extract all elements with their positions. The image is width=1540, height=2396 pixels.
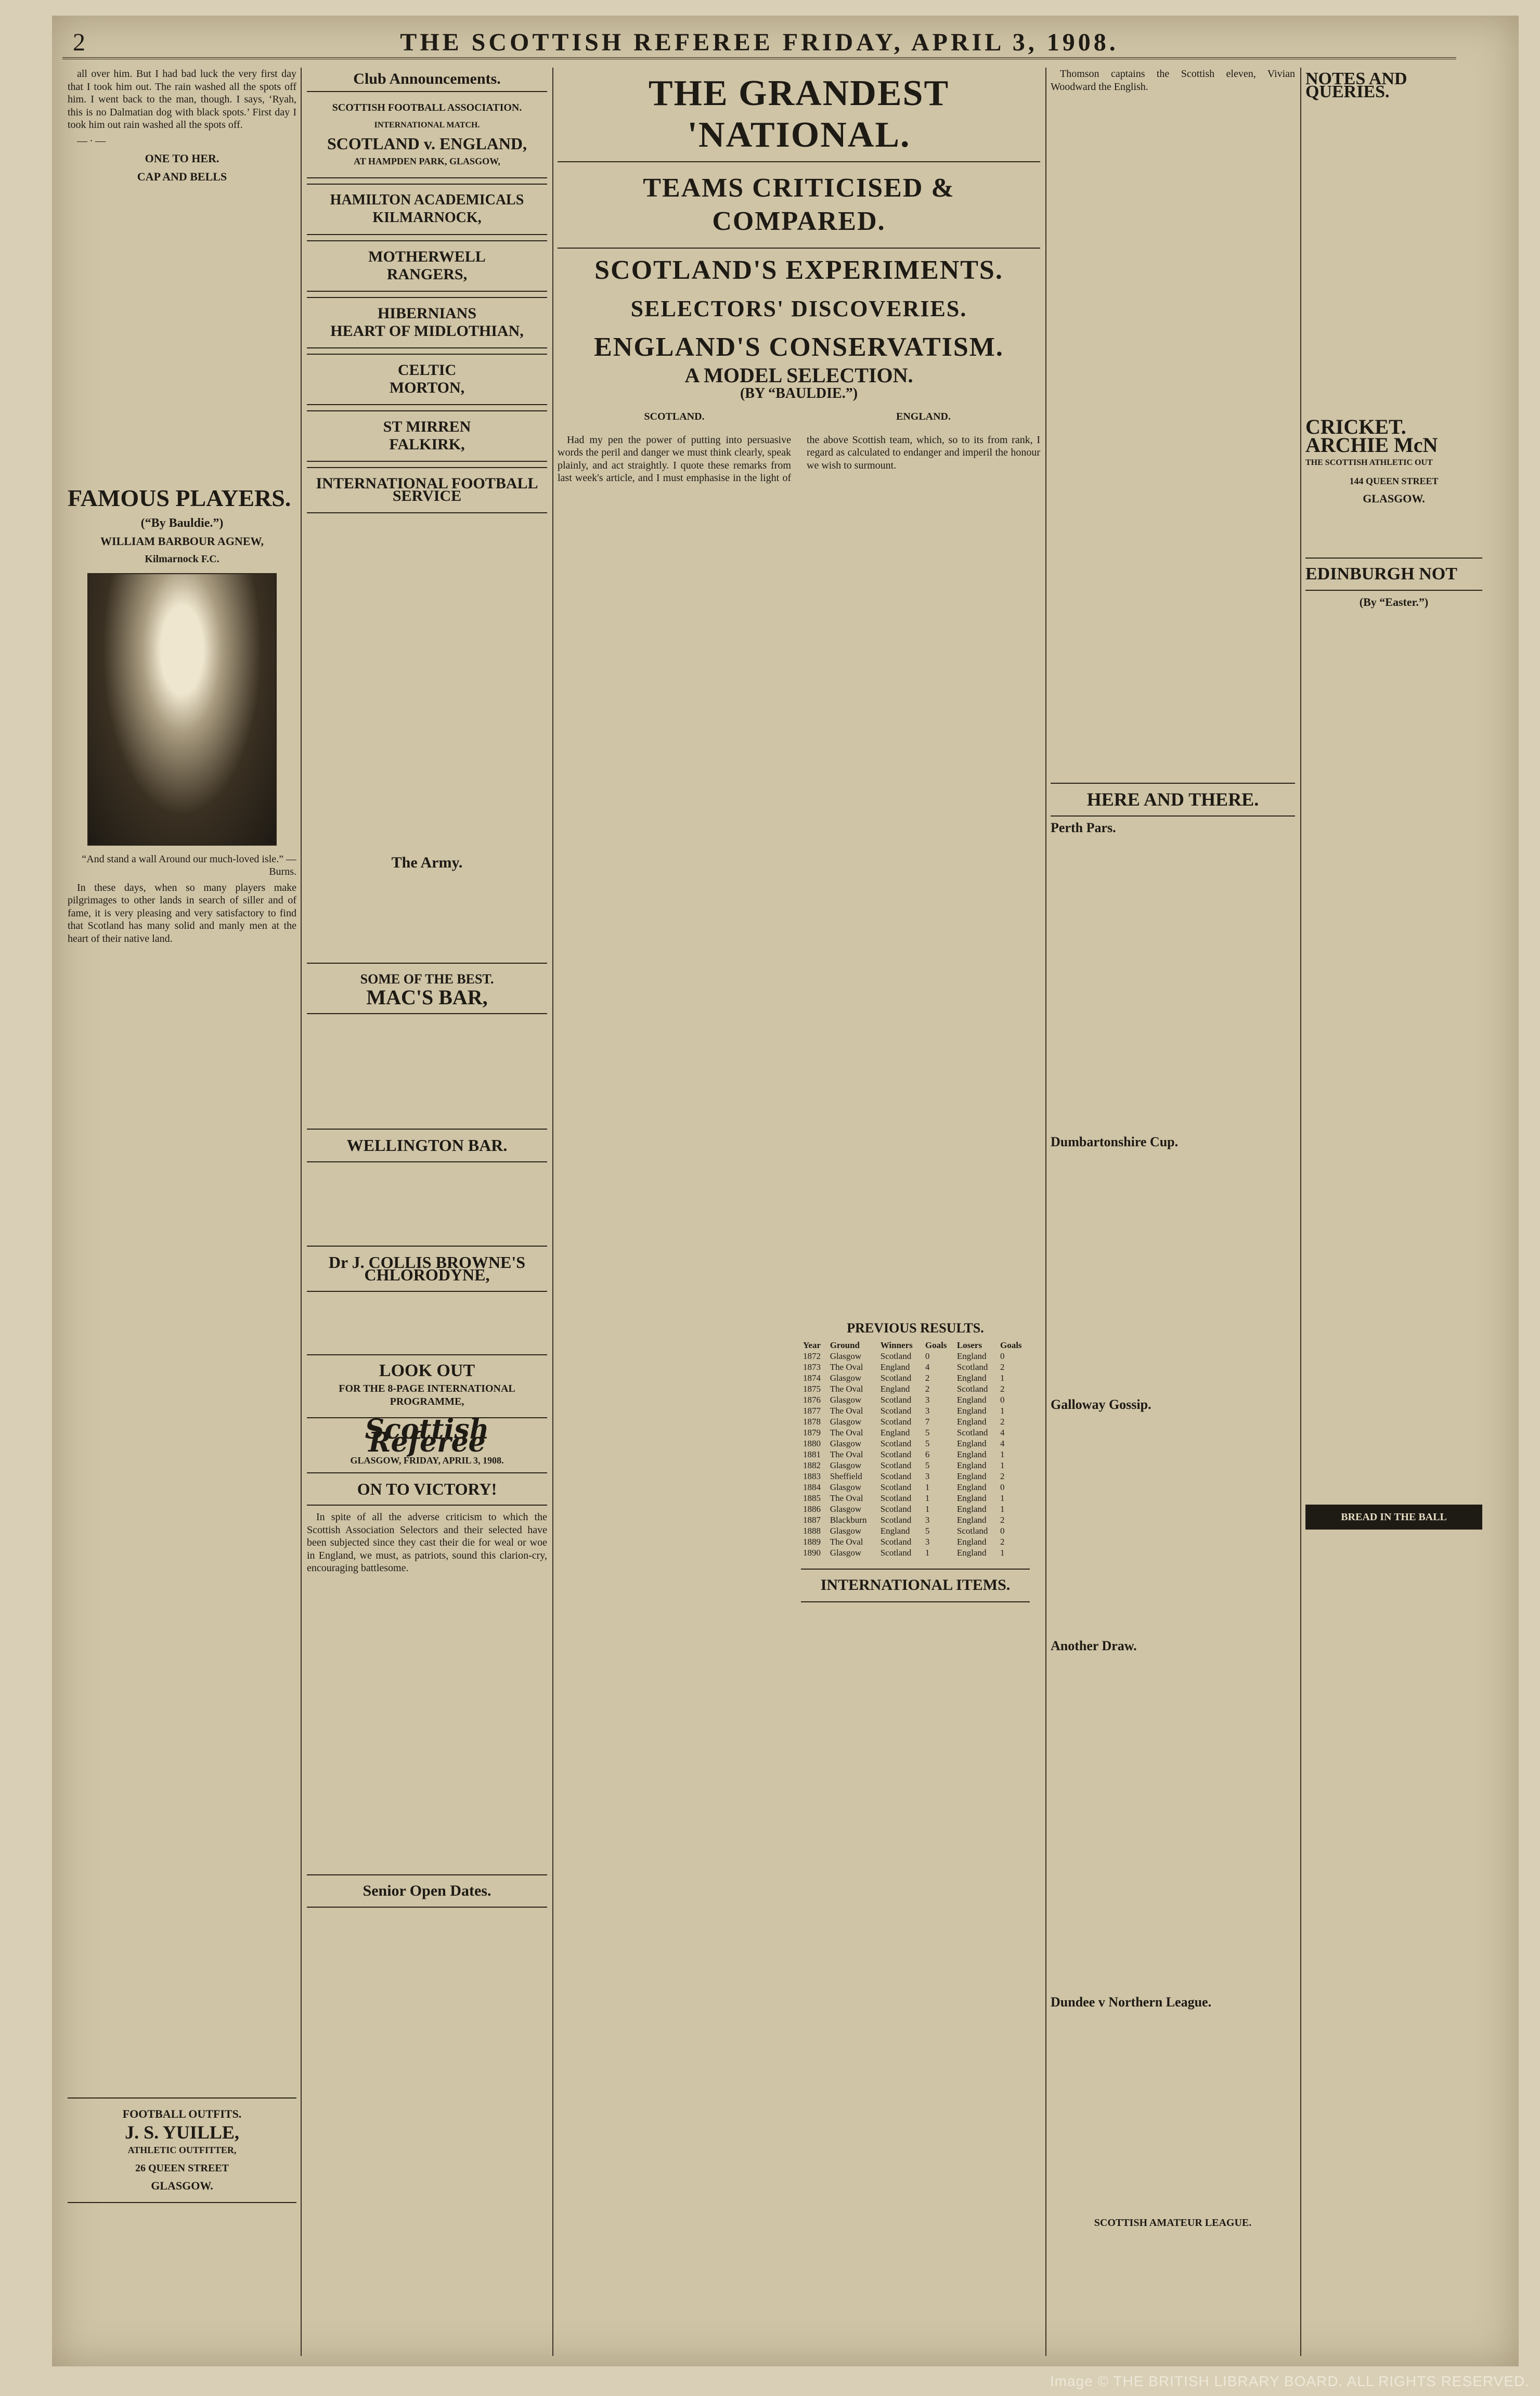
results-cell: Scotland: [880, 1460, 912, 1470]
results-cell: 1886: [803, 1504, 821, 1514]
results-cell: 2: [925, 1373, 930, 1383]
results-cell: The Oval: [830, 1384, 863, 1394]
scotland-team-label: SCOTLAND.: [644, 411, 705, 422]
results-cell: Scotland: [880, 1493, 912, 1503]
yuille-sub: ATHLETIC OUTFITTER,: [127, 2145, 237, 2155]
results-cell: 4: [1000, 1428, 1005, 1437]
results-header-cell: Losers: [956, 1340, 982, 1350]
results-cell: 1872: [803, 1351, 821, 1361]
results-row: [801, 1438, 1030, 1449]
look-out-sub: FOR THE 8-PAGE INTERNATIONAL PROGRAMME,: [339, 1383, 515, 1407]
chlorodyne: Dr J. COLLIS BROWNE'S CHLORODYNE,: [328, 1252, 526, 1284]
results-cell: 2: [1000, 1537, 1005, 1547]
results-cell: 0: [1000, 1395, 1005, 1405]
byline: (“By Bauldie.”): [140, 516, 224, 530]
results-cell: 1: [1000, 1406, 1005, 1416]
headline-3: SCOTLAND'S EXPERIMENTS.: [594, 255, 1003, 285]
hampden: AT HAMPDEN PARK, GLASGOW,: [354, 156, 500, 166]
results-cell: 1: [1000, 1449, 1005, 1459]
results-cell: Scotland: [880, 1417, 912, 1427]
football-outfits: FOOTBALL OUTFITS.: [122, 2107, 242, 2120]
results-cell: Scotland: [956, 1428, 988, 1437]
hamilton: HAMILTON ACADEMICALS: [330, 191, 524, 208]
results-cell: Scotland: [880, 1471, 912, 1481]
results-cell: 1: [925, 1493, 930, 1503]
results-table: [801, 1340, 1030, 1558]
rangers: RANGERS,: [386, 266, 468, 283]
burns-quote: “And stand a wall Around our much-loved isle.” —Burns.: [82, 853, 296, 877]
results-cell: 1885: [803, 1493, 821, 1503]
results-cell: 3: [925, 1515, 930, 1525]
previous-results-heading: PREVIOUS RESULTS.: [847, 1320, 984, 1336]
results-cell: Glasgow: [830, 1439, 862, 1448]
results-cell: 2: [1000, 1515, 1005, 1525]
results-cell: Glasgow: [830, 1373, 862, 1383]
dumbarton-cup: Dumbartonshire Cup.: [1051, 1134, 1179, 1149]
results-header-cell: Winners: [880, 1340, 913, 1350]
results-header-cell: Year: [803, 1340, 821, 1350]
yuille-address: 26 QUEEN STREET: [135, 2162, 229, 2174]
article-body: Had my pen the power of putting into persuasive words the peril and danger we must think clearly, speak plainly, and act straightly. I quote these remarks from last week's article, and I must emphasise in the light of the above Scottish team, which, so to its from rank, I regard as calculated to endanger and imperil the honour we wish to surmount.: [558, 434, 1040, 484]
results-cell: Glasgow: [830, 1526, 862, 1536]
results-cell: England: [956, 1537, 987, 1547]
results-cell: 1880: [803, 1439, 821, 1448]
player-article: In these days, when so many players make pilgrimages to other lands in search of siller and of fame, it is very pleasing and very satisfactory to find that Scotland has many solid and manly men at the heart of their native land.: [68, 882, 296, 944]
results-cell: Scotland: [880, 1504, 912, 1514]
results-cell: 1881: [803, 1449, 821, 1459]
results-cell: Scotland: [956, 1526, 988, 1536]
headline-2: TEAMS CRITICISED & COMPARED.: [643, 173, 955, 236]
referee-date: GLASGOW, FRIDAY, APRIL 3, 1908.: [350, 1455, 504, 1466]
results-cell: 1882: [803, 1460, 821, 1470]
results-row: [801, 1416, 1030, 1427]
results-cell: 3: [925, 1406, 930, 1416]
famous-players-heading: FAMOUS PLAYERS.: [68, 485, 291, 511]
morton: MORTON,: [389, 379, 465, 396]
results-cell: Scotland: [956, 1362, 988, 1372]
results-row: [801, 1493, 1030, 1504]
results-cell: England: [956, 1493, 987, 1503]
column-rule: [301, 68, 302, 2356]
results-cell: 0: [1000, 1482, 1005, 1492]
one-to-her-heading: ONE TO HER.: [145, 152, 219, 165]
results-cell: Glasgow: [830, 1417, 862, 1427]
results-cell: 1878: [803, 1417, 821, 1427]
results-row: [801, 1351, 1030, 1362]
column-1: all over him. But I had bad luck the very first day that I took him out. The rain washed all the spots off him. I went back to the man, though. I says, ‘Ryah, this is no Dalmatian dog with black spots.’ First day I took him out rain washed all the spots off. — ∙ — ONE TO HER. CAP AND BELLS FAMOUS PLAYERS. (“By Bauldie.”) WILLIAM BARBOUR AGNEW, Kilmarnock F.C. “And stand a wall Around our much-loved isle.” —Burns. In these days, when so many players make pilgrimages to other lands in search of siller and of fame, it is very pleasing and very satisfactory to find that Scotland has many solid and manly men at the heart of their native land. FOOTBALL OUTFITS. J. S. YUILLE, ATHLETIC OUTFITTER, 26 QUEEN STREET GLASGOW.: [68, 68, 296, 2356]
st-mirren: ST MIRREN: [383, 418, 471, 435]
results-cell: 0: [925, 1351, 930, 1361]
results-cell: 7: [925, 1417, 930, 1427]
results-cell: The Oval: [830, 1406, 863, 1416]
results-cell: Scotland: [880, 1449, 912, 1459]
column-rule: [552, 68, 553, 2356]
look-out: LOOK OUT: [379, 1361, 475, 1380]
results-cell: 1: [1000, 1373, 1005, 1383]
falkirk: FALKIRK,: [389, 436, 465, 453]
results-cell: 2: [1000, 1384, 1005, 1394]
results-header-cell: Goals: [925, 1340, 947, 1350]
results-cell: 1874: [803, 1373, 821, 1383]
another-draw: Another Draw.: [1051, 1638, 1137, 1653]
results-cell: 4: [1000, 1439, 1005, 1448]
results-cell: England: [956, 1406, 987, 1416]
results-row: [801, 1449, 1030, 1460]
results-cell: England: [956, 1449, 987, 1459]
results-cell: Glasgow: [830, 1395, 862, 1405]
results-cell: England: [956, 1373, 987, 1383]
headline-5: ENGLAND'S CONSERVATISM.: [594, 332, 1004, 362]
results-row: [801, 1504, 1030, 1514]
intl-service: INTERNATIONAL FOOTBALL SERVICE: [316, 474, 538, 504]
results-cell: England: [880, 1526, 910, 1536]
results-row: [801, 1362, 1030, 1372]
victory-body: In spite of all the adverse criticism to which the Scottish Association Selectors and their selected have been subjected since they cast their die for weal or woe in England, we must, as patriots, sound this clarion‑cry, encouraging battlesome.: [307, 1511, 547, 1574]
player-club: Kilmarnock F.C.: [145, 553, 219, 565]
army-heading: The Army.: [391, 853, 463, 871]
column-4-intro: Thomson captains the Scottish eleven, Vivian Woodward the English.: [1051, 68, 1295, 93]
dundee-v-northern: Dundee v Northern League.: [1051, 1994, 1212, 2010]
results-cell: 3: [925, 1471, 930, 1481]
results-cell: Blackburn: [830, 1515, 867, 1525]
results-cell: Glasgow: [830, 1548, 862, 1558]
scotland-v-england: SCOTLAND v. ENGLAND,: [327, 134, 527, 153]
results-cell: The Oval: [830, 1493, 863, 1503]
results-cell: 1875: [803, 1384, 821, 1394]
results-header-cell: Ground: [830, 1340, 860, 1350]
results-cell: England: [880, 1384, 910, 1394]
results-cell: Glasgow: [830, 1482, 862, 1492]
player-portrait: [87, 573, 277, 846]
results-row: [801, 1405, 1030, 1416]
hibernians: HIBERNIANS: [377, 304, 477, 322]
column-4: [1051, 68, 1295, 2356]
results-cell: England: [880, 1428, 910, 1437]
here-and-there: HERE AND THERE.: [1086, 789, 1259, 810]
results-cell: Scotland: [880, 1351, 912, 1361]
results-cell: 2: [1000, 1362, 1005, 1372]
club-announcements-heading: Club Announcements.: [353, 70, 501, 87]
results-cell: England: [956, 1439, 987, 1448]
results-cell: 1: [925, 1548, 930, 1558]
archie-city: GLASGOW.: [1363, 492, 1425, 505]
cricket-heading: CRICKET.: [1305, 415, 1406, 438]
archie-sub: THE SCOTTISH ATHLETIC OUT: [1305, 458, 1433, 467]
senior-open-dates: Senior Open Dates.: [363, 1882, 491, 1899]
results-row: [801, 1427, 1030, 1438]
column-2: [307, 68, 547, 2356]
results-cell: Scotland: [880, 1548, 912, 1558]
by-easter: (By “Easter.”): [1359, 595, 1429, 608]
results-row: [801, 1394, 1030, 1405]
headline-1: THE GRANDEST 'NATIONAL.: [648, 73, 950, 155]
headline-4: SELECTORS' DISCOVERIES.: [630, 296, 967, 321]
results-row: [801, 1471, 1030, 1482]
hearts: HEART OF MIDLOTHIAN,: [330, 322, 524, 340]
results-cell: 1: [925, 1482, 930, 1492]
results-cell: 1876: [803, 1395, 821, 1405]
results-cell: England: [956, 1351, 987, 1361]
results-cell: Scotland: [880, 1373, 912, 1383]
on-to-victory: ON TO VICTORY!: [357, 1479, 497, 1498]
results-cell: England: [956, 1504, 987, 1514]
results-cell: England: [956, 1395, 987, 1405]
column-rule: [1045, 68, 1046, 2356]
results-cell: Sheffield: [830, 1471, 862, 1481]
column-5: [1305, 68, 1482, 2356]
results-cell: 3: [925, 1537, 930, 1547]
kilmarnock: KILMARNOCK,: [372, 210, 482, 226]
results-cell: 5: [925, 1526, 930, 1536]
results-row: [801, 1383, 1030, 1394]
results-cell: Glasgow: [830, 1504, 862, 1514]
results-cell: England: [956, 1515, 987, 1525]
results-cell: Scotland: [880, 1515, 912, 1525]
results-header-cell: Goals: [1000, 1340, 1022, 1350]
results-cell: Scotland: [880, 1395, 912, 1405]
archie-address: 144 QUEEN STREET: [1349, 475, 1439, 486]
perth-pars: Perth Pars.: [1051, 820, 1116, 835]
results-row: [801, 1372, 1030, 1383]
results-cell: 1877: [803, 1406, 821, 1416]
results-cell: 0: [1000, 1526, 1005, 1536]
masthead-title: THE SCOTTISH REFEREE FRIDAY, APRIL 3, 1908.: [400, 29, 1119, 56]
results-cell: Scotland: [880, 1439, 912, 1448]
archie-mcn: ARCHIE McN: [1305, 433, 1438, 457]
results-cell: England: [956, 1471, 987, 1481]
results-cell: England: [880, 1362, 910, 1372]
celtic: CELTIC: [397, 361, 457, 379]
results-cell: 1884: [803, 1482, 821, 1492]
results-cell: Glasgow: [830, 1460, 862, 1470]
results-row: [801, 1525, 1030, 1536]
masthead: [62, 26, 1456, 59]
results-cell: 1: [1000, 1548, 1005, 1558]
results-cell: 3: [925, 1395, 930, 1405]
results-cell: The Oval: [830, 1537, 863, 1547]
results-cell: England: [956, 1417, 987, 1427]
player-name: WILLIAM BARBOUR AGNEW,: [100, 534, 264, 548]
macs-bar: MAC'S BAR,: [366, 985, 488, 1009]
some-best: SOME OF THE BEST.: [360, 972, 494, 987]
results-cell: 0: [1000, 1351, 1005, 1361]
sfa-heading: SCOTTISH FOOTBALL ASSOCIATION.: [332, 101, 522, 113]
cap-and-bells: CAP AND BELLS: [137, 170, 227, 183]
results-cell: 1883: [803, 1471, 821, 1481]
yuille-name: J. S. YUILLE,: [125, 2121, 239, 2143]
edinburgh-notes: EDINBURGH NOT: [1305, 564, 1457, 584]
results-cell: 2: [1000, 1417, 1005, 1427]
intl-match: INTERNATIONAL MATCH.: [374, 121, 480, 129]
results-row: [801, 1514, 1030, 1525]
results-cell: 5: [925, 1428, 930, 1437]
intl-items-heading: INTERNATIONAL ITEMS.: [820, 1576, 1011, 1594]
main-article: [558, 68, 1040, 2356]
results-cell: 2: [925, 1384, 930, 1394]
results-cell: Glasgow: [830, 1351, 862, 1361]
results-cell: Scotland: [880, 1482, 912, 1492]
results-cell: 1873: [803, 1362, 821, 1372]
england-team-label: ENGLAND.: [896, 411, 951, 422]
results-cell: 4: [925, 1362, 930, 1372]
results-cell: 1: [1000, 1460, 1005, 1470]
results-cell: England: [956, 1460, 987, 1470]
results-cell: 1: [925, 1504, 930, 1514]
results-row: [801, 1547, 1030, 1558]
column-rule: [1300, 68, 1301, 2356]
results-cell: 6: [925, 1449, 930, 1459]
yuille-city: GLASGOW.: [151, 2179, 213, 2192]
results-cell: The Oval: [830, 1428, 863, 1437]
page-number: 2: [73, 29, 88, 56]
results-cell: England: [956, 1482, 987, 1492]
results-cell: 1888: [803, 1526, 821, 1536]
intro-text: all over him. But I had bad luck the very first day that I took him out. The rain washed all the spots off him. I went back to the man, though. I says, ‘Ryah, this is no Dalmatian dog with black spots.’ First day I took him out rain washed all the spots off.: [68, 68, 296, 131]
results-row: [801, 1482, 1030, 1493]
motherwell: MOTHERWELL: [368, 248, 486, 265]
results-cell: Scotland: [880, 1406, 912, 1416]
notes-and-queries: NOTES AND QUERIES.: [1305, 69, 1407, 101]
results-cell: 2: [1000, 1471, 1005, 1481]
headline-6: A MODEL SELECTION.: [684, 364, 913, 387]
results-cell: 5: [925, 1460, 930, 1470]
bread-in-the-ball-ad: BREAD IN THE BALL: [1305, 1505, 1482, 1530]
image-credit: Image © THE BRITISH LIBRARY BOARD. ALL RIGHTS RESERVED.: [1050, 2373, 1530, 2389]
results-cell: England: [956, 1548, 987, 1558]
results-cell: Scotland: [880, 1537, 912, 1547]
results-cell: 1879: [803, 1428, 821, 1437]
galloway-gossip: Galloway Gossip.: [1051, 1396, 1151, 1412]
amateur-league: SCOTTISH AMATEUR LEAGUE.: [1094, 2217, 1252, 2229]
results-cell: 1: [1000, 1504, 1005, 1514]
results-cell: Scotland: [956, 1384, 988, 1394]
results-cell: 5: [925, 1439, 930, 1448]
wellington-bar: WELLINGTON BAR.: [346, 1136, 508, 1155]
results-cell: 1890: [803, 1548, 821, 1558]
results-cell: 1: [1000, 1493, 1005, 1503]
referee-logo: Scottish Referee: [365, 1414, 489, 1458]
byline: (BY “BAULDIE.”): [740, 385, 858, 402]
results-cell: 1889: [803, 1537, 821, 1547]
results-row: [801, 1460, 1030, 1471]
results-row: [801, 1536, 1030, 1547]
results-cell: The Oval: [830, 1449, 863, 1459]
results-cell: 1887: [803, 1515, 821, 1525]
results-cell: The Oval: [830, 1362, 863, 1372]
